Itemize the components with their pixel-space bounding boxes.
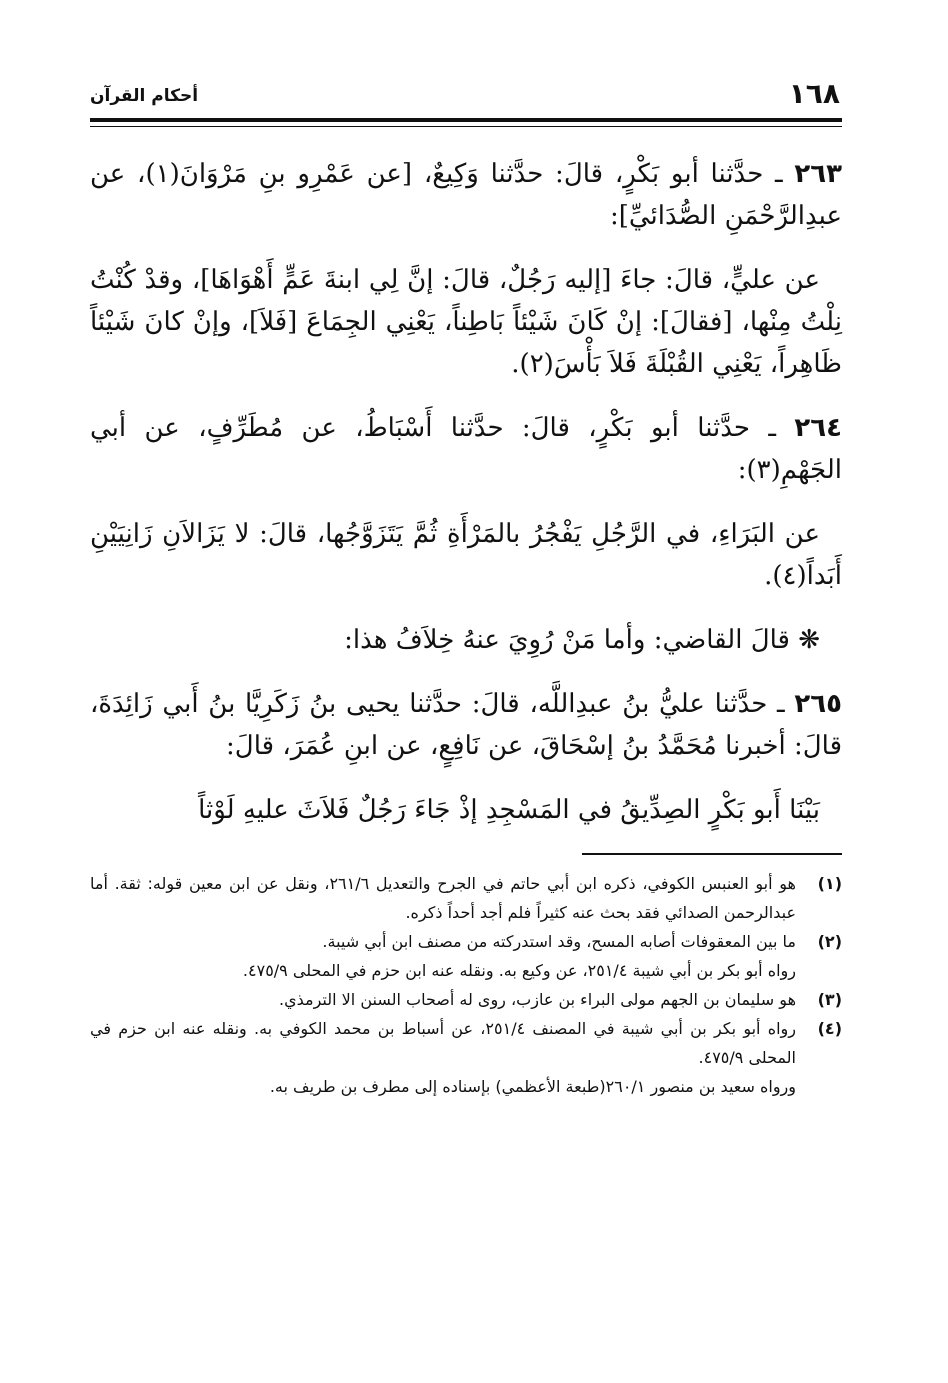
header-rule-thick	[90, 118, 842, 122]
footnote-separator	[582, 853, 842, 855]
hadith-matn: عن عليٍّ، قالَ: جاءَ [إليه رَجُلٌ، قالَ: إنَّ لِي ابنةَ عَمٍّ أَهْوَاهَا]، وقدْ كُنْتُ نِلْتُ مِنْها، [فقالَ]: إنْ كَانَ شَيْئاً بَاطِناً، يَعْنِي الجِمَاعَ [فَلاَ]، وإنْ كانَ شَيْئاً ظَاهِراً، يَعْنِي القُبْلَةَ فَلاَ بَأْسَ(٢).	[90, 265, 842, 379]
footnote-marker: (٣)	[817, 990, 842, 1009]
hadith-265-matn	[90, 789, 842, 831]
hadith-matn: بَيْنَا أَبو بَكْرٍ الصِدِّيقُ في المَسْجِدِ إذْ جَاءَ رَجُلٌ فَلاَثَ عليهِ لَوْثاً	[198, 795, 820, 825]
page-header	[90, 78, 842, 110]
footnote-marker: (٤)	[817, 1019, 842, 1038]
qadi-remark	[90, 619, 842, 661]
footnote-marker: (٢)	[817, 932, 842, 951]
hadith-number: ٢٦٣	[794, 159, 843, 189]
footnote-text: رواه أبو بكر بن أبي شيبة في المصنف ٢٥١/٤، عن أسباط بن محمد الكوفي به. ونقله عنه ابن حزم في المحلى ٤٧٥/٩.	[90, 1019, 796, 1067]
header-rule-thin	[90, 126, 842, 127]
footnotes	[90, 869, 842, 1101]
star-ornament: ❋	[798, 625, 820, 655]
footnote-text: ورواه سعيد بن منصور ٢٦٠/١(طبعة الأعظمي) بإسناده إلى مطرف بن طريف به.	[269, 1077, 796, 1096]
hadith-isnad: ـ حدَّثنا أبو بَكْرٍ، قالَ: حدَّثنا وَكِيعٌ، [عن عَمْرِو بنِ مَرْوَانَ(١)، عن عبدِالرَّحْمَنِ الصُّدَائيِّ]:	[90, 159, 842, 231]
hadith-matn: عن البَرَاءِ، في الرَّجُلِ يَفْجُرُ بالمَرْأَةِ ثُمَّ يَتَزَوَّجُها، قالَ: لا يَزَالاَنِ زَانِيَيْنِ أَبَداً(٤).	[90, 519, 842, 591]
footnote-text: هو أبو العنبس الكوفي، ذكره ابن أبي حاتم في الجرح والتعديل ٢٦١/٦، ونقل عن ابن معين قوله: ثقة. أما عبدالرحمن الصدائي فقد بحث عنه كثيراً فلم أجد أحداً ذكره.	[90, 874, 796, 922]
hadith-number: ٢٦٥	[794, 689, 842, 719]
footnote-2	[90, 927, 842, 985]
page-number: ١٦٨	[788, 77, 840, 110]
footnote-text: هو سليمان بن الجهم مولى البراء بن عازب، روى له أصحاب السنن الا الترمذي.	[279, 990, 796, 1009]
footnote-text: رواه أبو بكر بن أبي شيبة ٢٥١/٤، عن وكيع به. ونقله عنه ابن حزم في المحلى ٤٧٥/٩.	[242, 961, 796, 980]
hadith-263	[90, 153, 842, 237]
hadith-265	[90, 683, 842, 767]
hadith-number: ٢٦٤	[794, 413, 842, 443]
qadi-remark-text: قالَ القاضي: وأما مَنْ رُوِيَ عنهُ خِلاَفُ هذا:	[344, 625, 799, 655]
footnote-3	[90, 985, 842, 1014]
hadith-263-matn	[90, 259, 842, 385]
hadith-isnad: ـ حدَّثنا أبو بَكْرٍ، قالَ: حدَّثنا أَسْبَاطُ، عن مُطَرِّفٍ، عن أبي الجَهْمِ(٣):	[90, 413, 842, 485]
main-text	[90, 153, 842, 831]
hadith-264	[90, 407, 842, 491]
hadith-isnad: ـ حدَّثنا عليُّ بنُ عبدِاللَّه، قالَ: حدَّثنا يحيى بنُ زَكَرِيَّا بنُ أَبي زَائِدَةَ، قالَ: أخبرنا مُحَمَّدُ بنُ إسْحَاقَ، عن نَافِعٍ، عن ابنِ عُمَرَ، قالَ:	[90, 689, 842, 761]
footnote-4	[90, 1014, 842, 1101]
footnote-text: ما بين المعقوفات أصابه المسح، وقد استدركته من مصنف ابن أبي شيبة.	[322, 932, 796, 951]
footnote-marker: (١)	[817, 874, 842, 893]
footnote-1	[90, 869, 842, 927]
hadith-264-matn	[90, 513, 842, 597]
book-page	[90, 78, 842, 1101]
book-title: أحكام القرآن	[90, 86, 199, 106]
